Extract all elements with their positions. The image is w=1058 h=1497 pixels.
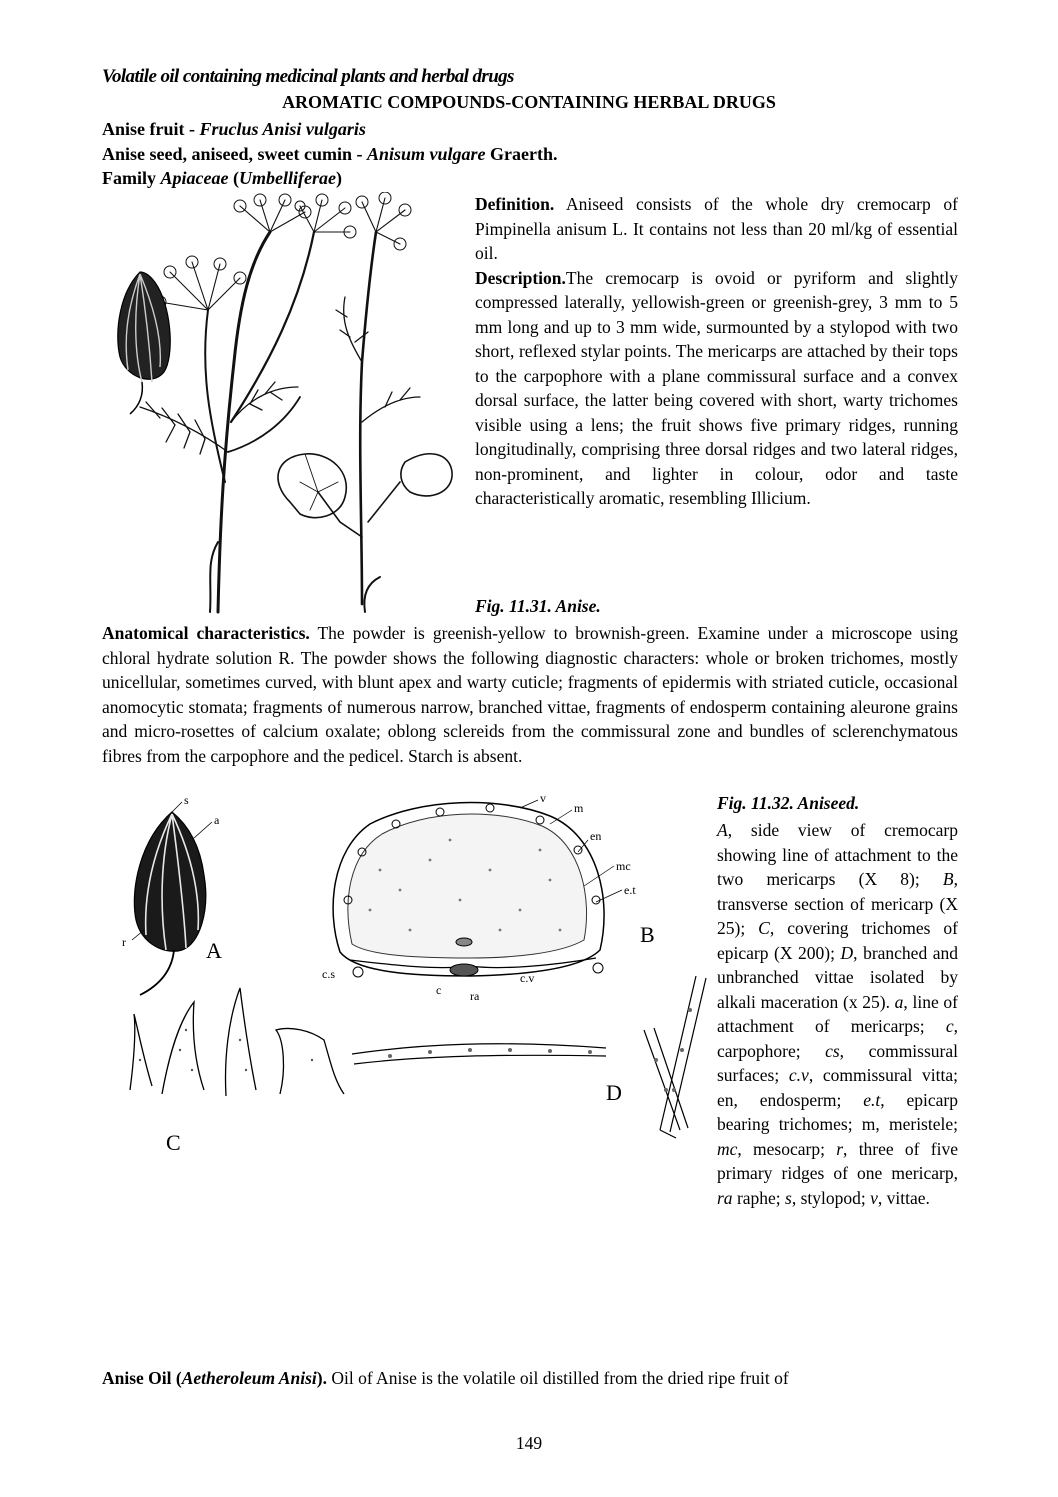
label-v: v	[540, 791, 546, 805]
definition-text: Aniseed consists of the whole dry cremocarp of Pimpinella anisum L. It contains not less than 20 ml/kg of essential oil.	[475, 194, 958, 263]
family-name: Apiaceae	[160, 168, 229, 188]
label-en: en	[590, 829, 602, 843]
description-label: Description.	[475, 267, 566, 288]
synonyms-latin: Anisum vulgare	[367, 144, 486, 164]
legend-key: c.v	[788, 1065, 809, 1085]
legend-text: , three of five primary ridges of one mericarp,	[717, 1138, 958, 1183]
legend-key: B	[942, 869, 954, 889]
aniseed-anatomy-illustration	[100, 790, 712, 1160]
drug-name: Anise fruit	[102, 119, 185, 139]
anise-oil-latin: Aetheroleum Anisi	[181, 1368, 317, 1388]
panel-b-transverse-section	[322, 791, 655, 1003]
legend-text: , branched and unbranched vittae isolated by alkali maceration (x 25).	[717, 942, 958, 1012]
legend-text: , vittae.	[877, 1187, 930, 1208]
legend-text: , transverse section of mericarp (X 25);	[717, 869, 958, 938]
running-title: Volatile oil containing medicinal plants and herbal drugs	[102, 66, 514, 87]
synonyms: Anise seed, aniseed, sweet cumin	[102, 144, 352, 164]
label-r: r	[122, 935, 126, 949]
panel-label-b: B	[640, 922, 655, 947]
panel-label-c: C	[166, 1130, 181, 1155]
legend-key: ra	[717, 1187, 733, 1208]
family-line: Family Apiaceae (Umbelliferae)	[102, 168, 342, 188]
synonyms-line: Anise seed, aniseed, sweet cumin - Anisum vulgare Graerth.	[102, 144, 558, 164]
panel-d-vittae	[352, 976, 706, 1138]
figure-11-32-legend	[717, 818, 958, 1210]
definition-label: Definition.	[475, 194, 555, 214]
label-ra: ra	[470, 989, 480, 1003]
panel-label-a: A	[206, 938, 222, 963]
label-cv: c.v	[520, 971, 535, 985]
label-s: s	[184, 793, 189, 807]
label-m: m	[574, 801, 584, 815]
figure-11-32-title: Fig. 11.32. Aniseed.	[717, 793, 860, 813]
label-a: a	[214, 813, 220, 827]
anatomical-label: Anatomical characteristics.	[102, 623, 310, 643]
legend-key: e.t	[863, 1089, 881, 1110]
drug-latin-name: Fruclus Anisi vulgaris	[199, 119, 366, 139]
legend-text: , stylopod;	[791, 1187, 871, 1208]
legend-text: , side view of cremocarp showing line of attachment to the two mericarps (X 8);	[717, 820, 958, 889]
panel-a-cremocarp	[122, 793, 222, 995]
anise-oil-label: Anise Oil	[102, 1368, 172, 1388]
legend-key: s	[785, 1187, 792, 1208]
drug-name-line: Anise fruit - Fruclus Anisi vulgaris	[102, 119, 366, 139]
legend-text: , line of attachment of mericarps;	[717, 991, 958, 1036]
legend-key: v	[870, 1187, 878, 1208]
legend-key: c	[945, 1016, 954, 1036]
panel-c-trichomes	[130, 988, 344, 1155]
label-c: c	[436, 983, 442, 997]
legend-key: D	[840, 942, 854, 963]
legend-key: C	[758, 918, 770, 938]
legend-key: r	[836, 1138, 844, 1159]
family-alt-name: Umbelliferae	[238, 168, 336, 188]
legend-text: , commissural surfaces;	[717, 1040, 958, 1085]
page-number: 149	[515, 1433, 543, 1453]
label-cs: c.s	[322, 967, 335, 981]
legend-text: , covering trichomes of epicarp (X 200);	[717, 918, 958, 963]
synonyms-author: Graerth.	[490, 144, 558, 164]
label-et: e.t	[624, 883, 636, 897]
figure-11-31-caption: Fig. 11.31. Anise.	[475, 596, 601, 616]
legend-key: cs	[825, 1040, 840, 1061]
panel-label-d: D	[606, 1080, 622, 1105]
legend-text: , epicarp bearing trichomes; m, meristele;	[717, 1089, 958, 1134]
anise-oil-line: Anise Oil (Aetheroleum Anisi). Oil of Anise is the volatile oil distilled from the dried ripe fruit of	[102, 1368, 789, 1388]
legend-key: a	[894, 991, 904, 1012]
section-title: AROMATIC COMPOUNDS-CONTAINING HERBAL DRUGS	[282, 92, 776, 112]
legend-text: , carpophore;	[717, 1016, 958, 1061]
definition-description-block	[475, 192, 958, 511]
legend-key: mc	[717, 1138, 738, 1159]
anise-plant-illustration	[100, 192, 472, 616]
anatomical-text: The powder is greenish-yellow to brownish-green. Examine under a microscope using chloral hydrate solution R. The powder shows the following diagnostic characters: whole or broken trichomes, mostly unicellular, sometimes curved, with blunt apex and warty cuticle; fragments of epidermis with striated cuticle, occasional anomocytic stomata; fragments of numerous narrow, branched vittae, fragments of endosperm containing aleurone grains and micro-rosettes of calcium oxalate; oblong sclereids from the commissural zone and bundles of sclerenchymatous fibres from the carpophore and the pedicel. Starch is absent.	[102, 623, 958, 766]
legend-text: raphe;	[732, 1187, 786, 1208]
legend-text: , mesocarp;	[737, 1138, 837, 1159]
legend-text: , commissural vitta; en, endosperm;	[717, 1065, 958, 1110]
family-label: Family	[102, 168, 156, 188]
legend-key: A	[717, 820, 728, 840]
label-mc: mc	[616, 859, 631, 873]
anatomical-characteristics-block	[102, 621, 958, 768]
description-text: The cremocarp is ovoid or pyriform and slightly compressed laterally, yellowish-green or greenish-grey, 3 mm to 5 mm long and up to 3 mm wide, surmounted by a stylopod with two short, reflexed stylar points. The mericarps are attached by their tops to the carpophore with a plane commissural surface and a convex dorsal surface, the latter being covered with short, warty trichomes visible using a lens; the fruit shows five primary ridges, running longitudinally, comprising three dorsal ridges and two lateral ridges, non-prominent, and lighter in colour, odor and taste characteristically aromatic, resembling Illicium.	[475, 267, 958, 508]
anise-oil-text: Oil of Anise is the volatile oil distilled from the dried ripe fruit of	[326, 1368, 789, 1388]
